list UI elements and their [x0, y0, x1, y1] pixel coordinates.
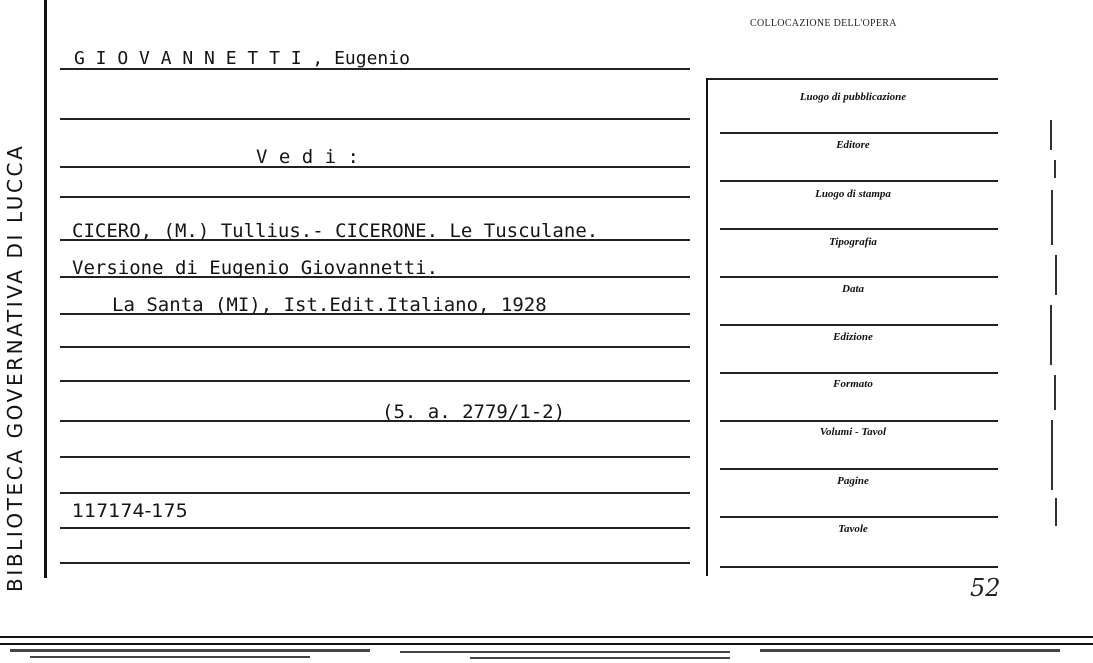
- field-edizione: Edizione: [833, 331, 873, 343]
- field-editore: Editore: [836, 139, 870, 151]
- entry-line-1: CICERO, (M.) Tullius.- CICERONE. Le Tusculane.: [72, 220, 599, 242]
- field-rule: [720, 420, 998, 422]
- left-margin-rule: [44, 0, 47, 578]
- ruled-line: [60, 118, 690, 120]
- inventory-number: 117174-175: [72, 500, 188, 522]
- field-rule: [720, 324, 998, 326]
- field-luogo-pubblicazione: Luogo di pubblicazione: [799, 91, 907, 103]
- ruled-line: [60, 420, 690, 422]
- field-formato: Formato: [833, 378, 873, 390]
- field-rule: [720, 516, 998, 518]
- field-rule: [720, 468, 998, 470]
- field-rule: [720, 132, 998, 134]
- field-pagine: Pagine: [837, 475, 869, 487]
- field-rule: [720, 566, 998, 568]
- collocazione-heading: COLLOCAZIONE DELL'OPERA: [750, 18, 897, 29]
- author-heading: G I O V A N N E T T I , Eugenio: [74, 48, 410, 69]
- ruled-line: [60, 456, 690, 458]
- card-bottom-edge: [0, 636, 1093, 663]
- field-rule: [720, 228, 998, 230]
- see-reference-label: V e d i :: [256, 146, 359, 168]
- ruled-line: [60, 166, 690, 168]
- field-rule: [720, 372, 998, 374]
- shelfmark: (5. a. 2779/1-2): [382, 401, 566, 423]
- field-tipografia: Tipografia: [829, 236, 877, 248]
- field-luogo-stampa: Luogo di stampa: [815, 188, 891, 200]
- panel-top-rule: [706, 78, 998, 80]
- ruled-line: [60, 196, 690, 198]
- handwritten-number: 52: [970, 574, 1001, 602]
- panel-divider: [706, 78, 708, 576]
- ruled-line: [60, 562, 690, 564]
- entry-line-3: La Santa (MI), Ist.Edit.Italiano, 1928: [112, 294, 547, 316]
- library-name-vertical: BIBLIOTECA GOVERNATIVA DI LUCCA: [3, 143, 27, 592]
- ruled-line: [60, 380, 690, 382]
- field-tavole: Tavole: [838, 523, 868, 535]
- scan-edge-noise: [1048, 120, 1062, 530]
- field-rule: [720, 276, 998, 278]
- field-volumi-tavol: Volumi - Tavol: [819, 426, 887, 438]
- ruled-line: [60, 527, 690, 529]
- field-data: Data: [842, 283, 864, 295]
- field-rule: [720, 180, 998, 182]
- entry-line-2: Versione di Eugenio Giovannetti.: [72, 257, 439, 279]
- ruled-line: [60, 346, 690, 348]
- ruled-line: [60, 492, 690, 494]
